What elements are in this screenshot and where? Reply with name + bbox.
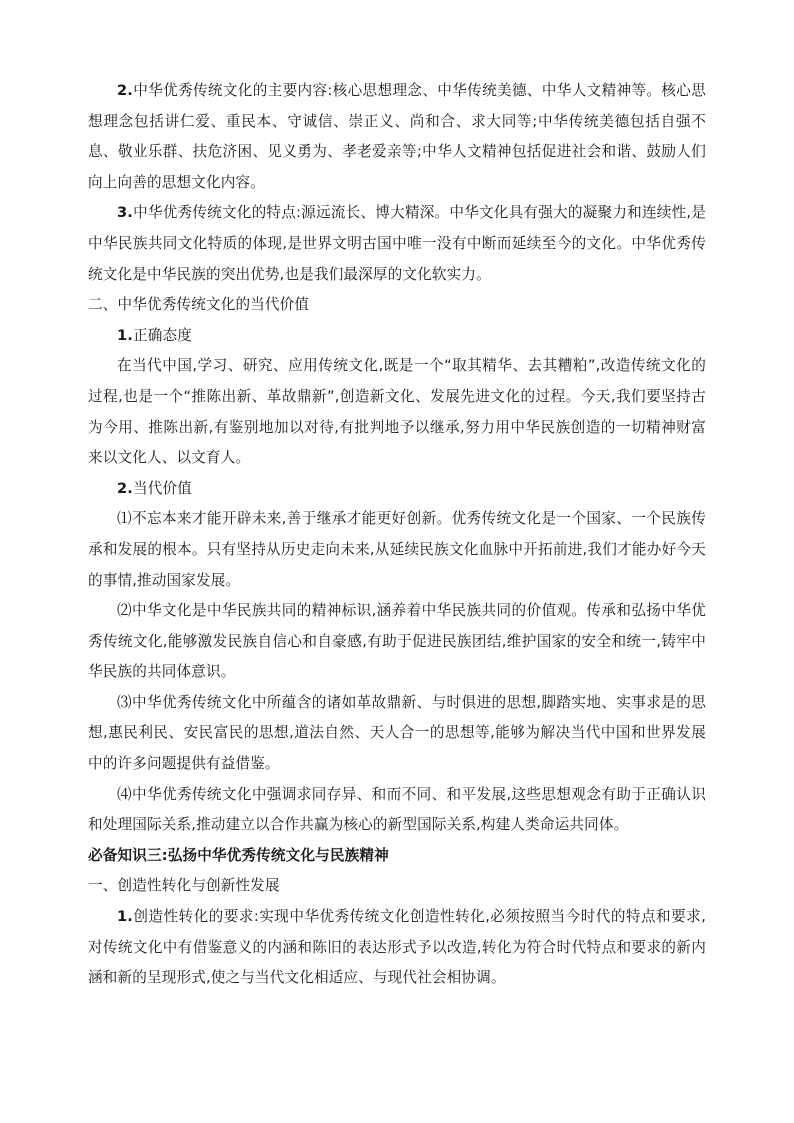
paragraph-text: 创造性转化的要求:实现中华优秀传统文化创造性转化,必须按照当今时代的特点和要求,对传统文化中有借鉴意义的内涵和陈旧的表达形式予以改造,转化为符合时代特点和要求的新内涵和新的呈现形式,使之与当代文化相适应、与现代社会相协调。 [88, 908, 706, 987]
document-page [88, 76, 706, 994]
item-number: 1. [117, 326, 133, 344]
paragraph-value-3: ⑶中华优秀传统文化中所蕴含的诸如革故鼎新、与时俱进的思想,脚踏实地、实事求是的思想,惠民利民、安民富民的思想,道法自然、天人合一的思想等,能够为解决当代中国和世界发展中的许多问题提供有益借鉴。 [88, 693, 706, 773]
paragraph-transformation [88, 902, 706, 994]
item-number: 3. [117, 204, 133, 222]
paragraph-value-4: ⑷中华优秀传统文化中强调求同存异、和而不同、和平发展,这些思想观念有助于正确认识和处理国际关系,推动建立以合作共赢为核心的新型国际关系,构建人类命运共同体。 [88, 785, 706, 834]
subheading-text: 正确态度 [133, 326, 192, 344]
item-number: 1. [117, 908, 133, 926]
paragraph-text: 中华优秀传统文化的特点:源远流长、博大精深。中华文化具有强大的凝聚力和连续性,是中华民族共同文化特质的体现,是世界文明古国中唯一没有中断而延续至今的文化。中华优秀传统文化是中华民族的突出优势,也是我们最深厚的文化软实力。 [88, 204, 706, 283]
item-number: 2. [117, 82, 133, 99]
paragraph-value-2: ⑵中华文化是中华民族共同的精神标识,涵养着中华民族共同的价值观。传承和弘扬中华优秀传统文化,能够激发民族自信心和自豪感,有助于促进民族团结,维护国家的安全和统一,铸牢中华民族的共同体意识。 [88, 602, 706, 681]
subheading-contemporary-value [88, 474, 706, 505]
paragraph-text: 中华优秀传统文化的主要内容:核心思想理念、中华传统美德、中华人文精神等。核心思想理念包括讲仁爱、重民本、守诚信、崇正义、尚和合、求大同等;中华传统美德包括自强不息、敬业乐群、扶危济困、见义勇为、孝老爱亲等;中华人文精神包括促进社会和谐、鼓励人们向上向善的思想文化内容。 [88, 82, 706, 191]
paragraph-attitude: 在当代中国,学习、研究、应用传统文化,既是一个“取其精华、去其糟粕”,改造传统文化的过程,也是一个“推陈出新、革故鼎新”,创造新文化、发展先进文化的过程。今天,我们要坚持古为今用、推陈出新,有鉴别地加以对待,有批判地予以继承,努力用中华民族创造的一切精神财富来以文化人、以文育人。 [88, 357, 706, 467]
item-number: 2. [117, 479, 133, 497]
paragraph-characteristics [88, 198, 706, 290]
section-heading-transformation: 一、创造性转化与创新性发展 [88, 877, 280, 895]
subheading-correct-attitude [88, 321, 706, 352]
paragraph-main-content [88, 76, 706, 198]
subheading-text: 当代价值 [133, 479, 192, 497]
knowledge-heading: 必备知识三:弘扬中华优秀传统文化与民族精神 [88, 846, 389, 864]
paragraph-value-1: ⑴不忘本来才能开辟未来,善于继承才能更好创新。优秀传统文化是一个国家、一个民族传承和发展的根本。只有坚持从历史走向未来,从延续民族文化血脉中开拓前进,我们才能办好今天的事情,推动国家发展。 [88, 510, 706, 589]
section-heading-contemporary-value: 二、中华优秀传统文化的当代价值 [88, 296, 310, 314]
